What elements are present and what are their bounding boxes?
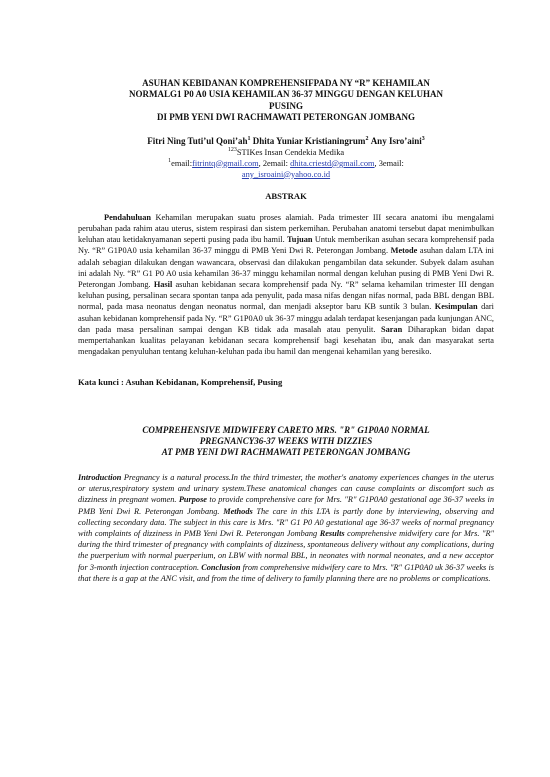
abstract-body: Pendahuluan Kehamilan merupakan suatu proses alamiah. Pada trimester III secara anatomi ibu mengalami perubahan pada rahim atau uterus, sistem respirasi dan sistem perkemihan. Perubahan anatomi tersebut dapat menimbulkan keluhan atau ketidaknyamanan seperti pusing pada ibu hamil. Tujuan Untuk memberikan asuhan secara komprehensif pada Ny. “R” G1P0A0 usia kehamilan 36-37 minggu di PMB Yeni Dwi R. Peterongan Jombang. Metode asuhan dalam LTA ini adalah sebagian dilakukan dengan wawancara, observasi dan dilakukan pengambilan data sekunder. Subyek dalam asuhan ini adalah Ny. “R” G1 P0 A0 usia kehamilan 36-37 minggu kehamilan normal dengan keluhan pusing di PMB Yeni Dwi R. Peterongan Jombang. Hasil asuhan kebidanan secara komprehensif pada Ny. “R” selama kehamilan trimester III dengan keluhan pusing, persalinan secara spontan tanpa ada penyulit, pada masa nifas dengan nifas normal, pada BBL dengan BBL normal, pada masa neonatus dengan neonatus normal, dan menjadi akseptor baru KB suntik 3 bulan. Kesimpulan dari asuhan kebidanan komprehensif pada Ny. “R” G1P0A0 uk 36-37 minggu adalah terdapat kesenjangan pada kunjungan ANC, dan pada masa persalinan sampai dengan KB tidak ada masalah atau penyulit. Saran Diharapkan bidan dapat mempertahankan kualitas pelayanan kebidanan secara komprehensif bagi kesehatan ibu, anak dan masyarakat serta mengadakan penyuluhan tentang keluhan-keluhan pada ibu hamil dan mengenai kehamilan yang beresiko.	[78, 212, 495, 357]
email-link[interactable]: any_isroaini@yahoo.co.id	[241, 169, 331, 179]
title-line: ASUHAN KEBIDANAN KOMPREHENSIFPADA NY “R” KEHAMILAN	[142, 78, 430, 88]
author-list	[78, 136, 494, 147]
abstract-heading: ABSTRAK	[265, 190, 307, 201]
email-link[interactable]: fitrintq@gmail.com	[192, 158, 259, 168]
author-name: Dhita Yuniar Kristianingrum$^2$	[250, 135, 369, 146]
title-line: AT PMB YENI DWI RACHMAWATI PETERONGAN JOMBANG	[161, 447, 411, 458]
affiliation: $^{123}$STIKes Insan Cendekia Medika	[227, 146, 345, 157]
title-line: PUSING	[268, 100, 303, 111]
keywords: Kata kunci : Asuhan Kebidanan, Komprehensif, Pusing	[78, 377, 283, 388]
english-title	[78, 425, 494, 459]
paper-title	[78, 78, 494, 124]
title-line: PREGNANCY36-37 WEEKS WITH DIZZIES	[199, 436, 373, 447]
author-name: Fitri Ning Tuti’ul $Qoni’ah^1$	[147, 135, 251, 146]
title-line: DI PMB YENI DWI RACHMAWATI PETERONGAN JOMBANG	[156, 112, 415, 123]
title-line: NORMALG1 P0 A0 USIA KEHAMILAN 36-37 MINGGU DENGAN KELUHAN	[128, 89, 443, 100]
author-name: Any Isro’aini$^3$	[370, 135, 425, 146]
email-list: $^1$email:fitrintq@gmail.com, 2email: dhita.criestd@gmail.com, 3email: any_isroaini@yahoo.co.id	[168, 157, 404, 179]
title-line: COMPREHENSIVE MIDWIFERY CARETO MRS. "R" G1P0A0 NORMAL	[142, 424, 430, 435]
email-link[interactable]: dhita.criestd@gmail.com	[290, 158, 375, 168]
english-abstract-body: Introduction Pregnancy is a natural process.In the third trimester, the mother's anatomy experiences changes in the uterus or uterus,respiratory system and urinary system.These anatomical changes can cause complaints or discomfort such as dizziness in pregnant women. Purpose to provide comprehensive care for Mrs. "R" G1P0A0 gestational age 36-37 weeks in PMB Yeni Dwi R. Peterongan Jombang. Methods The care in this LTA is partly done by interviewing, observing and collecting secondary data. The subject in this care is Mrs. "R" G1 P0 A0 gestational age 36-37 weeks of normal pregnancy with complaints of dizziness in PMB Yeni Dwi R. Peterongan Jombang Results comprehensive midwifery care for Mrs. "R" during the third trimester of pregnancy with complaints of dizziness, spontaneous delivery without any complications, during the puerperium with normal puerperium, on LBW with normal BBL, in neonates with normal neonates, and a new acceptor for 3-month injection contraception. Conclusion from comprehensive midwifery care to Mrs. "R" G1P0A0 uk 36-37 weeks is that there is a gap at the ANC visit, and from the time of delivery to family planning there are no problems or complications.	[78, 472, 494, 583]
